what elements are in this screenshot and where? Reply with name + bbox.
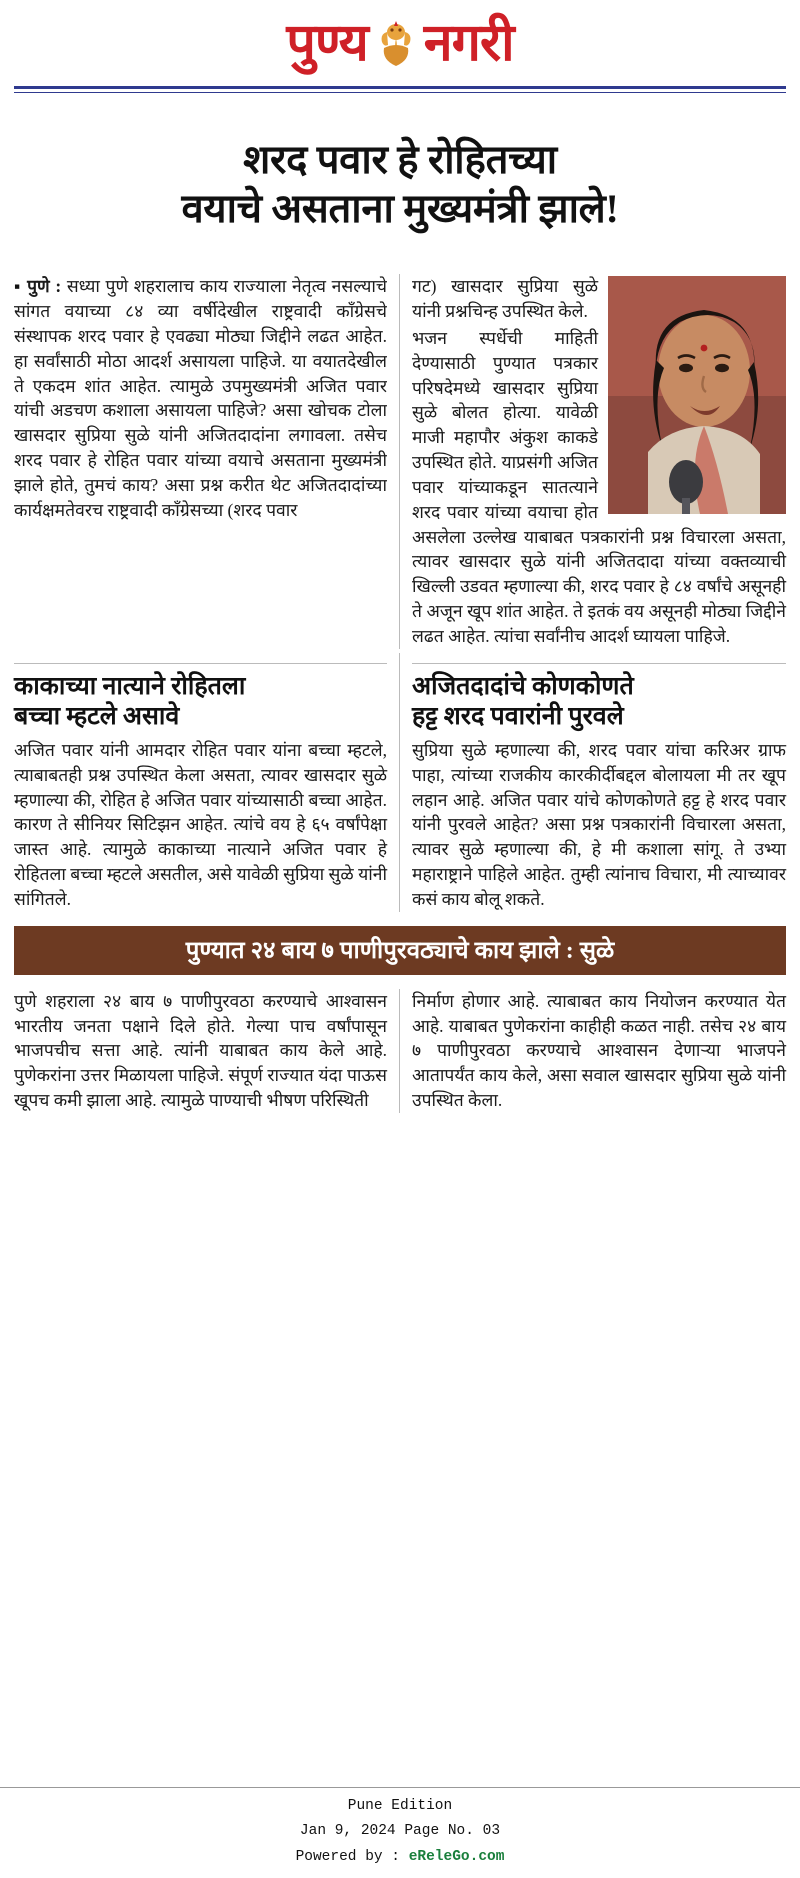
ganesha-emblem-icon [374, 18, 418, 70]
page-footer [0, 1787, 800, 1878]
bottom-body-left: पुणे शहराला २४ बाय ७ पाणीपुरवठा करण्याचे आश्वासन भारतीय जनता पक्षाने दिले होते. गेल्या पाच वर्षांपासून भाजपचीच सत्ता आहे. त्यांनी याबाबत काय केले आहे. पुणेकरांना उत्तर मिळायला पाहिजे. संपूर्ण राज्यात यंदा पाऊस खूपच कमी झाला आहे. त्यामुळे पाण्याची भीषण परिस्थिती [14, 990, 387, 1111]
footer-powered-prefix: Powered by : [295, 1848, 409, 1865]
masthead [0, 0, 800, 80]
footer-edition: Pune Edition [347, 1797, 453, 1814]
subsection-left-body: अजित पवार यांनी आमदार रोहित पवार यांना बच्चा म्हटले, त्याबाबतही प्रश्न उपस्थित केला असता, त्यावर खासदार सुळे म्हणाल्या की, रोहित हे अजित पवार यांच्यासाठी बच्चा आहेत. कारण ते सीनियर सिटिझन आहेत. त्यांचे वय हे ६५ वर्षांपेक्षा जास्त आहे. त्यामुळे काकाच्या नात्याने अजित पवार हे रोहितला बच्चा म्हटले असतील, असे यावेळी सुप्रिया सुळे यांनी सांगितले. [14, 739, 387, 909]
article-paragraph: भजन स्पर्धेची माहिती देण्यासाठी पुण्यात पत्रकार परिषदेमध्ये खासदार सुप्रिया सुळे बोलत होत्या. यावेळी माजी महापौर अंकुश काकडे उपस्थित होते. याप्रसंगी अजित पवार यांच्याकडून सातत्याने शरद पवार यांच्या वयाचा होत असलेला उल्लेख याबाबत पत्रकारांनी प्रश्न विचारला असता, त्यावर खासदार सुळे यांनी अजितदादा यांच्या वक्तव्याची खिल्ली उडवत म्हणाल्या की, शरद पवार हे ८४ वर्षांचे असूनही ते अजून खूप शांत आहेत. ते इतकं वय असूनही मोठ्या जिद्दीने लढत आहेत. त्यांचा सर्वांनीच आदर्श घ्यायला पाहिजे. [412, 327, 786, 646]
subsection-right-heading-line-1: अजितदादांचे कोणकोणते [412, 672, 634, 700]
subsection-left-heading [14, 663, 387, 732]
subsection-left [14, 653, 400, 912]
page-title [0, 120, 800, 244]
masthead-divider [14, 86, 786, 89]
subsection-left-heading-line-1: काकाच्या नात्याने रोहितला [14, 672, 246, 700]
subsection-left-heading-line-2: बच्चा म्हटले असावे [14, 702, 180, 730]
bottom-columns [0, 985, 800, 1113]
footer-powered-by [0, 1845, 800, 1870]
masthead-word-right: नगरी [423, 15, 514, 72]
subsection-columns [0, 649, 800, 912]
headline-line-1: शरद पवार हे रोहितच्या [243, 136, 557, 182]
article-paragraph: गट) खासदार सुप्रिया सुळे यांनी प्रश्नचिन्ह उपस्थित केले. [412, 276, 598, 322]
subsection-right-heading [412, 663, 786, 732]
supriya-sule-photo [608, 276, 786, 514]
dateline-bullet: ▪ [14, 276, 22, 297]
masthead-divider-thin [14, 92, 786, 93]
article-column-left [14, 274, 400, 649]
section-banner: पुण्यात २४ बाय ७ पाणीपुरवठ्याचे काय झाले : सुळे [14, 926, 786, 975]
bottom-column-left [14, 989, 400, 1113]
subsection-right-heading-line-2: हट्ट शरद पवारांनी पुरवले [412, 702, 624, 730]
erelego-brand[interactable]: eReleGo.com [408, 1848, 505, 1865]
subsection-right-body: सुप्रिया सुळे म्हणाल्या की, शरद पवार यांचा करिअर ग्राफ पाहा, त्यांच्या राजकीय कारकीर्दीबद्दल बोलायला मी तर खूप लहान आहे. अजित पवार यांचे कोणकोणते हट्ट हे शरद पवार यांनी पुरवले आहेत? असा प्रश्न पत्रकारांनी विचारला असता, त्यावर सुळे म्हणाल्या की, हे मी कशाला सांगू. ते उभ्या महाराष्ट्राने पाहिले आहेत. तुम्ही त्यांनाच विचारा, मी त्याच्यावर कसं काय बोलू शकते. [412, 739, 786, 909]
article-columns [0, 270, 800, 649]
article-body-left: सध्या पुणे शहरालाच काय राज्याला नेतृत्व नसल्याचे सांगत वयाच्या ८४ व्या वर्षीदेखील राष्ट्रवादी काँग्रेसचे संस्थापक शरद पवार हे एवढ्या मोठ्या जिद्दीने लढत आहेत. हा सर्वांसाठी मोठा आदर्श असायला पाहिजे. या वयातदेखील ते एकदम शांत आहेत. त्यामुळे उपमुख्यमंत्री अजित पवार यांची अडचण कशाला असायला पाहिजे? असा खोचक टोला खासदार सुप्रिया सुळे यांनी अजितदादांना लगावला. तसेच शरद पवार हे रोहित पवार यांच्या वयाचे असताना मुख्यमंत्री झाले होते, तुमचं काय? असा प्रश्न करीत थेट अजितदादांच्या कार्यक्षमतेवरच राष्ट्रवादी काँग्रेसच्या (शरद पवार [14, 276, 387, 520]
headline-line-2: वयाचे असताना मुख्यमंत्री झाले! [181, 185, 619, 231]
bottom-body-right: निर्माण होणार आहे. त्याबाबत काय नियोजन करण्यात येत आहे. याबाबत पुणेकरांना काहीही कळत नाही. तसेच २४ बाय ७ पाणीपुरवठा करण्याचे आश्वासन देणाऱ्या भाजपने आतापर्यंत काय केले, असा सवाल खासदार सुप्रिया सुळे यांनी उपस्थित केला. [412, 990, 786, 1111]
footer-date-page: Jan 9, 2024 Page No. 03 [299, 1823, 501, 1840]
dateline: पुणे : [27, 276, 62, 297]
article-paragraph [14, 274, 387, 522]
bottom-column-right [400, 989, 786, 1113]
article-column-right [400, 274, 786, 649]
subsection-right [400, 653, 786, 912]
masthead-word-left: पुण्य [286, 15, 368, 72]
footer-divider [0, 1787, 800, 1788]
masthead-logo [286, 15, 514, 72]
